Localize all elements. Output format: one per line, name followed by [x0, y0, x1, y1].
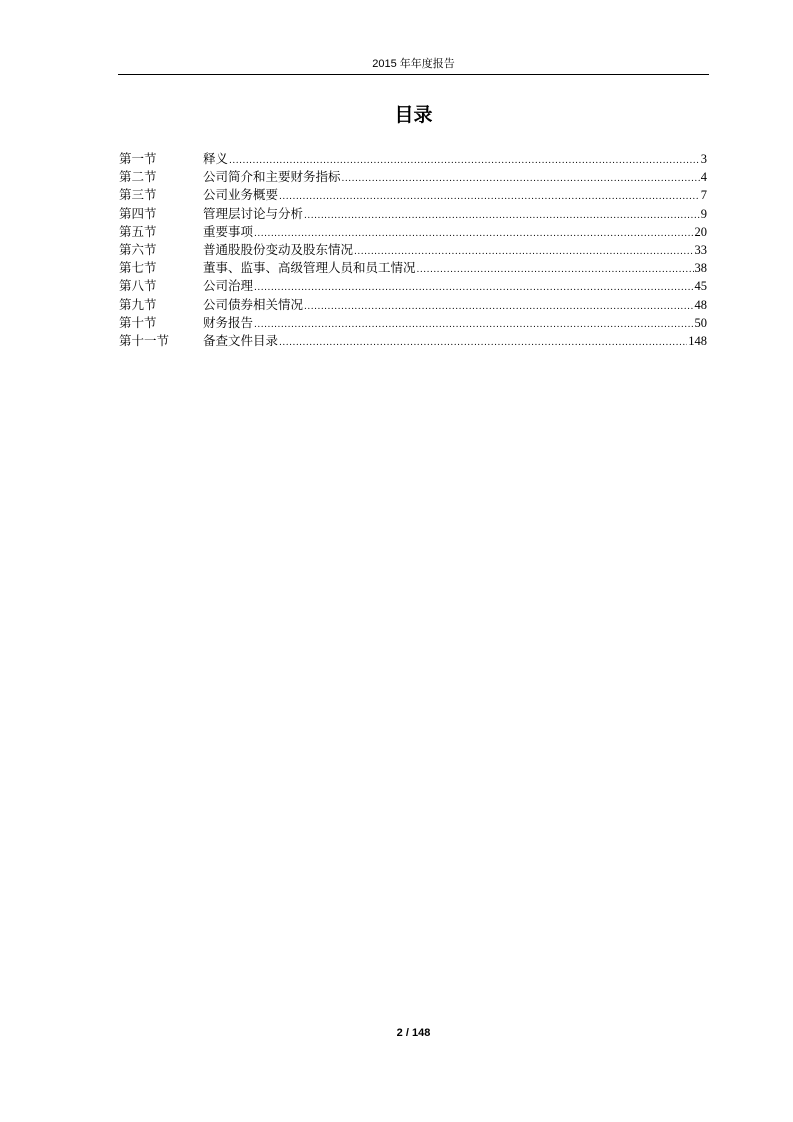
- toc-dot-leader: [279, 334, 687, 352]
- toc-entry-8[interactable]: [119, 277, 707, 295]
- toc-section-name: 管理层讨论与分析: [203, 205, 304, 221]
- toc-page-number: 50: [694, 315, 707, 330]
- toc-page-number: 45: [694, 279, 707, 294]
- toc-page-number: 3: [700, 152, 707, 166]
- toc-section-number: 第十节: [119, 314, 157, 330]
- toc-entry-4[interactable]: [119, 205, 707, 223]
- toc-page-number: 4: [700, 170, 707, 185]
- toc-section-number: 第十一节: [119, 332, 170, 348]
- toc-dot-leader: [254, 279, 693, 297]
- toc-section-name: 普通股股份变动及股东情况: [203, 241, 354, 257]
- toc-dot-leader: [254, 316, 693, 334]
- toc-section-number: 第二节: [119, 169, 157, 185]
- report-title: 2015 年年度报告: [372, 58, 455, 70]
- toc-entry-9[interactable]: [119, 296, 707, 314]
- toc-entry-7[interactable]: [119, 259, 707, 277]
- toc-page-number: 9: [700, 206, 707, 221]
- toc-section-name: 公司债券相关情况: [203, 296, 304, 312]
- page-indicator: 2 / 148: [396, 1027, 431, 1039]
- toc-section-name: 备查文件目录: [203, 332, 279, 348]
- toc-page-number: 38: [694, 261, 707, 276]
- toc-entry-11[interactable]: [119, 332, 707, 350]
- toc-section-number: 第九节: [119, 296, 157, 312]
- toc-entry-3[interactable]: [119, 186, 707, 204]
- toc-section-name: 董事、监事、高级管理人员和员工情况: [203, 260, 416, 276]
- toc-page-number: 20: [694, 224, 707, 239]
- toc-entry-6[interactable]: [119, 241, 707, 259]
- toc-section-name: 释义: [203, 151, 229, 166]
- toc-dot-leader: [304, 207, 700, 225]
- toc-entry-2[interactable]: [119, 168, 707, 186]
- toc-entry-5[interactable]: [119, 223, 707, 241]
- toc-page-number: 148: [688, 333, 707, 348]
- toc-section-name: 公司简介和主要财务指标: [203, 169, 341, 185]
- toc-section-name: 公司业务概要: [203, 187, 279, 203]
- toc-entry-1[interactable]: [119, 150, 707, 168]
- toc-dot-leader: [279, 188, 700, 206]
- toc-section-number: 第八节: [119, 278, 157, 294]
- toc-dot-leader: [417, 261, 694, 279]
- toc-page-number: 7: [700, 188, 707, 203]
- toc-section-name: 重要事项: [203, 223, 254, 239]
- table-of-contents: [119, 150, 707, 350]
- toc-section-number: 第七节: [119, 260, 157, 276]
- toc-section-number: 第五节: [119, 223, 157, 239]
- toc-section-name: 财务报告: [203, 314, 254, 330]
- toc-section-number: 第一节: [119, 151, 157, 166]
- toc-section-number: 第六节: [119, 241, 157, 257]
- toc-entry-10[interactable]: [119, 314, 707, 332]
- page-header: [118, 57, 709, 75]
- toc-page-number: 33: [694, 242, 707, 257]
- toc-title: 目录: [394, 104, 433, 126]
- toc-section-number: 第四节: [119, 205, 157, 221]
- page-footer: [118, 1026, 709, 1040]
- toc-dot-leader: [342, 170, 700, 188]
- toc-section-number: 第三节: [119, 187, 157, 203]
- toc-page-number: 48: [694, 297, 707, 312]
- toc-section-name: 公司治理: [203, 278, 254, 294]
- toc-dot-leader: [304, 298, 693, 316]
